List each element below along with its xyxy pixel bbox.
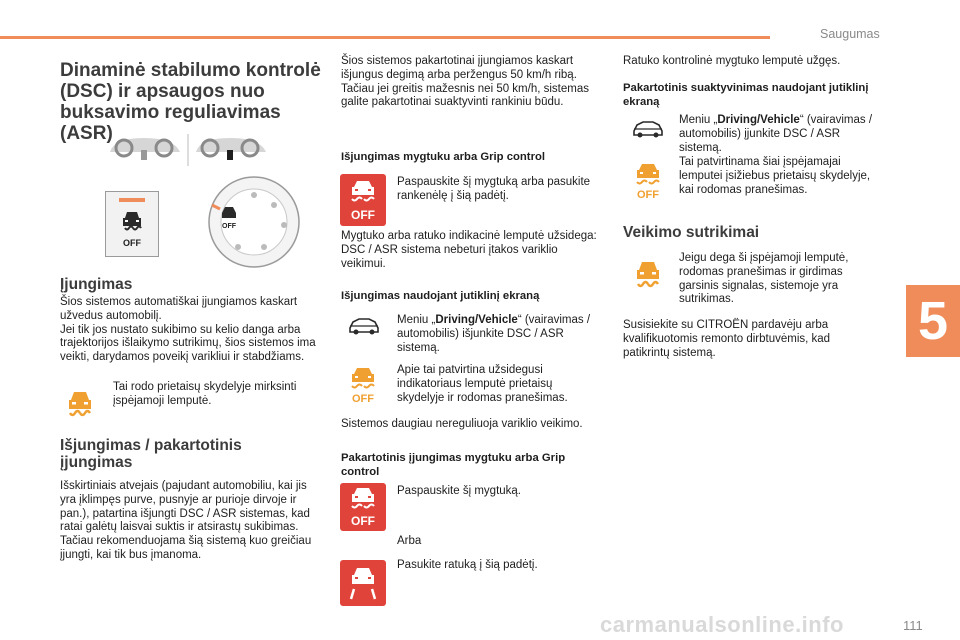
fault-text: Jeigu dega ši įspėjamoji lemputė, rodomas pranešimas ir girdimas garsinis signalas, sistemoje yra sutrikimas. (679, 252, 849, 306)
engine-text: Sistemos daugiau nereguliuoja variklio veikimo. (341, 418, 583, 430)
off-label: OFF (351, 208, 375, 222)
page-number: 111 (903, 618, 923, 633)
or-text: Arba (397, 535, 422, 547)
indicator-led (119, 198, 145, 202)
skid-car-off-icon (343, 485, 383, 529)
warning-lamp (62, 384, 98, 424)
dsc-off-button-panel (105, 191, 159, 257)
off-label: OFF (352, 393, 374, 404)
heading-fault: Veikimo sutrikimai (623, 224, 760, 241)
header-accent-bar (0, 36, 770, 39)
panel-off-label: OFF (123, 238, 141, 248)
dsc-off-button (340, 174, 386, 226)
heading-enable: Įjungimas (60, 276, 133, 293)
skid-car-icon (343, 563, 383, 603)
fault-warning-lamp (628, 256, 668, 294)
skid-car-off-icon (343, 177, 383, 223)
grip-control-knob-icon (200, 175, 308, 269)
menu-name: Driving/Vehicle (717, 114, 800, 126)
skid-car-off-icon (630, 160, 666, 200)
section-label: Saugumas (820, 27, 880, 41)
dsc-off-button (340, 483, 386, 531)
grip-led-text: Mygtuko arba ratuko indikacinė lemputė užsidega: DSC / ASR sistema nebeturi įtakos variklio veikimui. (341, 230, 597, 270)
car-outline-icon (347, 316, 381, 336)
steering-wheel-icon (104, 128, 274, 168)
dsc-off-warning-lamp (343, 364, 383, 404)
grip-control-knob (200, 175, 308, 269)
press-text: Paspauskite šį mygtuką. (397, 485, 522, 497)
chapter-number: 5 (917, 291, 949, 351)
heading-reenable-button: Pakartotinis įjungimas mygtuku arba Grip control (341, 452, 566, 478)
skid-car-icon (631, 257, 665, 293)
skid-car-off-icon (345, 364, 381, 404)
dealer-text: Susisiekite su CITROËN pardavėju arba kvalifikuotomis remonto dirbtuvėmis, kad patikrintų sistemą. (623, 319, 831, 359)
skid-car-icon (64, 387, 96, 421)
off-label: OFF (351, 514, 375, 528)
screen-confirm-text: Apie tai patvirtina užsidegusi indikatoriaus lemputė prietaisų skydelyje ir rodomas pranešimas. (397, 364, 568, 404)
watermark: carmanualsonline.info (600, 612, 844, 637)
turn-text: Pasukite ratuką į šią padėtį. (397, 559, 538, 571)
enable-text: Šios sistemos automatiškai įjungiamos kaskart užvedus automobilį. Jei tik jos nustato sukibimo su kelio danga arba trajektorijos išlaikymo sutrikimų, šios sistemos ima veikti, darydamos poveikį varikliui ir stabdžiams. (60, 296, 316, 364)
menu-rest: “ (vairavimas / automobilis) išjunkite DSC / ASR sistemą. (397, 314, 591, 354)
dsc-off-warning-lamp (628, 160, 668, 200)
reenable-menu-text (679, 114, 879, 155)
heading-screen-disable: Išjungimas naudojant jutiklinį ekraną (341, 290, 540, 302)
heading-grip-disable: Išjungimas mygtuku arba Grip control (341, 151, 546, 163)
reenable-intro-text: Šios sistemos pakartotinai įjungiamos kaskart išjungus degimą arba peržengus 50 km/h ribą. Tačiau jei greitis mažesnis nei 50 km/h, sistemas galite pakartotinai suaktyvinti rankiniu būdu. (341, 55, 589, 109)
menu-name: Driving/Vehicle (435, 314, 518, 326)
heading-disable: Išjungimas / pakartotinis įjungimas (60, 437, 242, 471)
lamp-text: Tai rodo prietaisų skydelyje mirksinti įspėjamoji lemputė. (113, 381, 297, 407)
grip-standard-button (340, 560, 386, 606)
off-label: OFF (637, 189, 659, 200)
steering-wheel-illustration (104, 128, 274, 168)
car-outline-icon (631, 119, 665, 139)
car-outline-lamp (628, 116, 668, 142)
reenable-confirm-text: Tai patvirtinama šiai įspėjamajai lemputei įsižiebus prietaisų skydelyje, kai rodomas pranešimas. (679, 156, 871, 196)
skid-car-icon (119, 208, 145, 234)
grip-button-text: Paspauskite šį mygtuką arba pasukite rankenėlę į šią padėtį. (397, 176, 591, 202)
led-off-text: Ratuko kontrolinė mygtuko lemputė užgęs. (623, 55, 841, 67)
menu-rest: “ (vairavimas / automobilis) įjunkite DSC / ASR sistemą. (679, 114, 873, 154)
menu-prefix: Meniu „ (397, 314, 436, 326)
car-outline-lamp (344, 313, 384, 339)
page-title: Dinaminė stabilumo kontrolė (DSC) ir apsaugos nuo buksavimo reguliavimas (ASR) (60, 60, 321, 144)
heading-reenable-screen: Pakartotinis suaktyvinimas naudojant jutiklinį ekraną (623, 82, 869, 108)
screen-menu-text (397, 314, 597, 355)
menu-prefix: Meniu „ (679, 114, 718, 126)
disable-text: Išskirtiniais atvejais (pajudant automobiliu, kai jis yra įklimpęs purve, pusnyje ar purioje dirvoje ir pan.), patartina išjungti DSC / ASR sistemas, kad ratai galėtų laisvai suktis ir atsirastų sukibimas. Tačiau rekomenduojama šią sistemą kuo greičiau įjungti, kai tik bus įmanoma. (60, 480, 312, 561)
knob-off-label: OFF (222, 223, 236, 230)
